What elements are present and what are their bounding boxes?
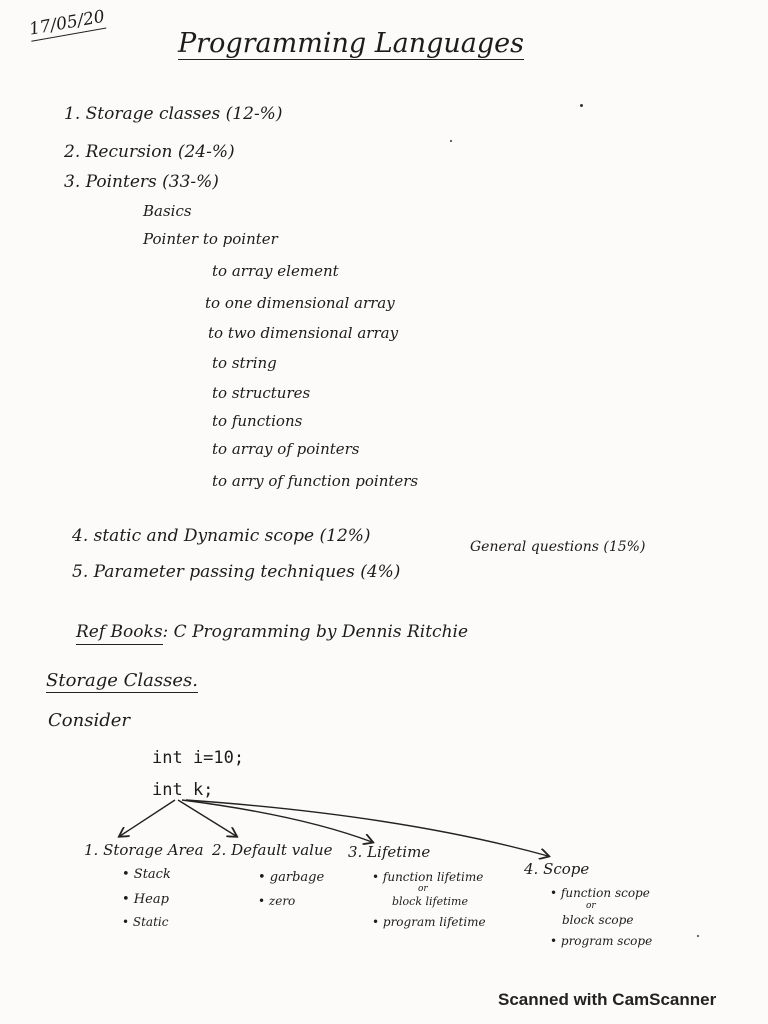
branch-heading: 1. Storage Area [84,841,204,859]
arrow-default-value [178,800,236,836]
branch-item: • function lifetime [372,870,484,884]
page-title: Programming Languages [178,28,525,59]
camscanner-watermark: Scanned with CamScanner [498,990,717,1009]
consider-label: Consider [48,710,130,731]
pointer-subitem: to two dimensional array [208,324,399,342]
ref-books-label: Ref Books [76,622,163,645]
pointer-subitem: to arry of function pointers [212,472,419,490]
pointer-subitem: to structures [212,384,311,402]
pointer-subitem: to array element [212,262,339,280]
bleed-through-mark [600,400,633,415]
branch-item: block scope [562,913,634,927]
branch-item: • function scope [550,886,650,900]
branch-item: block lifetime [392,895,469,908]
branch-item: or [586,901,596,911]
pointer-subitem: to array of pointers [212,440,360,458]
pointer-basics: Basics [143,202,192,220]
arrow-lifetime [182,800,372,842]
branch-item: • Heap [122,892,169,907]
branch-item: or [418,884,428,894]
branch-item: • Stack [122,867,171,882]
ink-dot [697,935,699,937]
code-line: int i=10; [152,748,245,768]
bleed-through-mark [590,672,623,687]
ref-books-value: : C Programming by Dennis Ritchie [162,622,469,642]
section-heading: Storage Classes. [46,670,198,691]
topic-item: 1. Storage classes (12-%) [64,104,283,124]
branch-item: • garbage [258,870,325,885]
topic-item: 2. Recursion (24-%) [64,142,235,162]
pointer-subitem: to functions [212,412,303,430]
pointer-to-pointer: Pointer to pointer [143,230,278,248]
topic-item: 5. Parameter passing techniques (4%) [72,562,401,582]
branch-item: • zero [258,894,296,908]
topic-item: 3. Pointers (33-%) [64,172,219,192]
branch-item: • program scope [550,934,653,948]
general-questions: General questions (15%) [470,539,646,555]
code-line: int k; [152,780,214,800]
branch-heading: 4. Scope [524,860,590,878]
branch-item: • program lifetime [372,915,486,929]
ink-dot [450,140,452,142]
pointer-subitem: to one dimensional array [205,294,395,312]
branch-heading: 2. Default value [212,841,333,859]
pointer-subitem: to string [212,354,277,372]
arrow-storage-area [120,800,175,836]
branch-item: • Static [122,915,169,929]
topic-item: 4. static and Dynamic scope (12%) [72,526,371,546]
branch-heading: 3. Lifetime [348,843,431,861]
ink-dot [580,104,583,107]
date: 17/05/20 [27,6,107,40]
